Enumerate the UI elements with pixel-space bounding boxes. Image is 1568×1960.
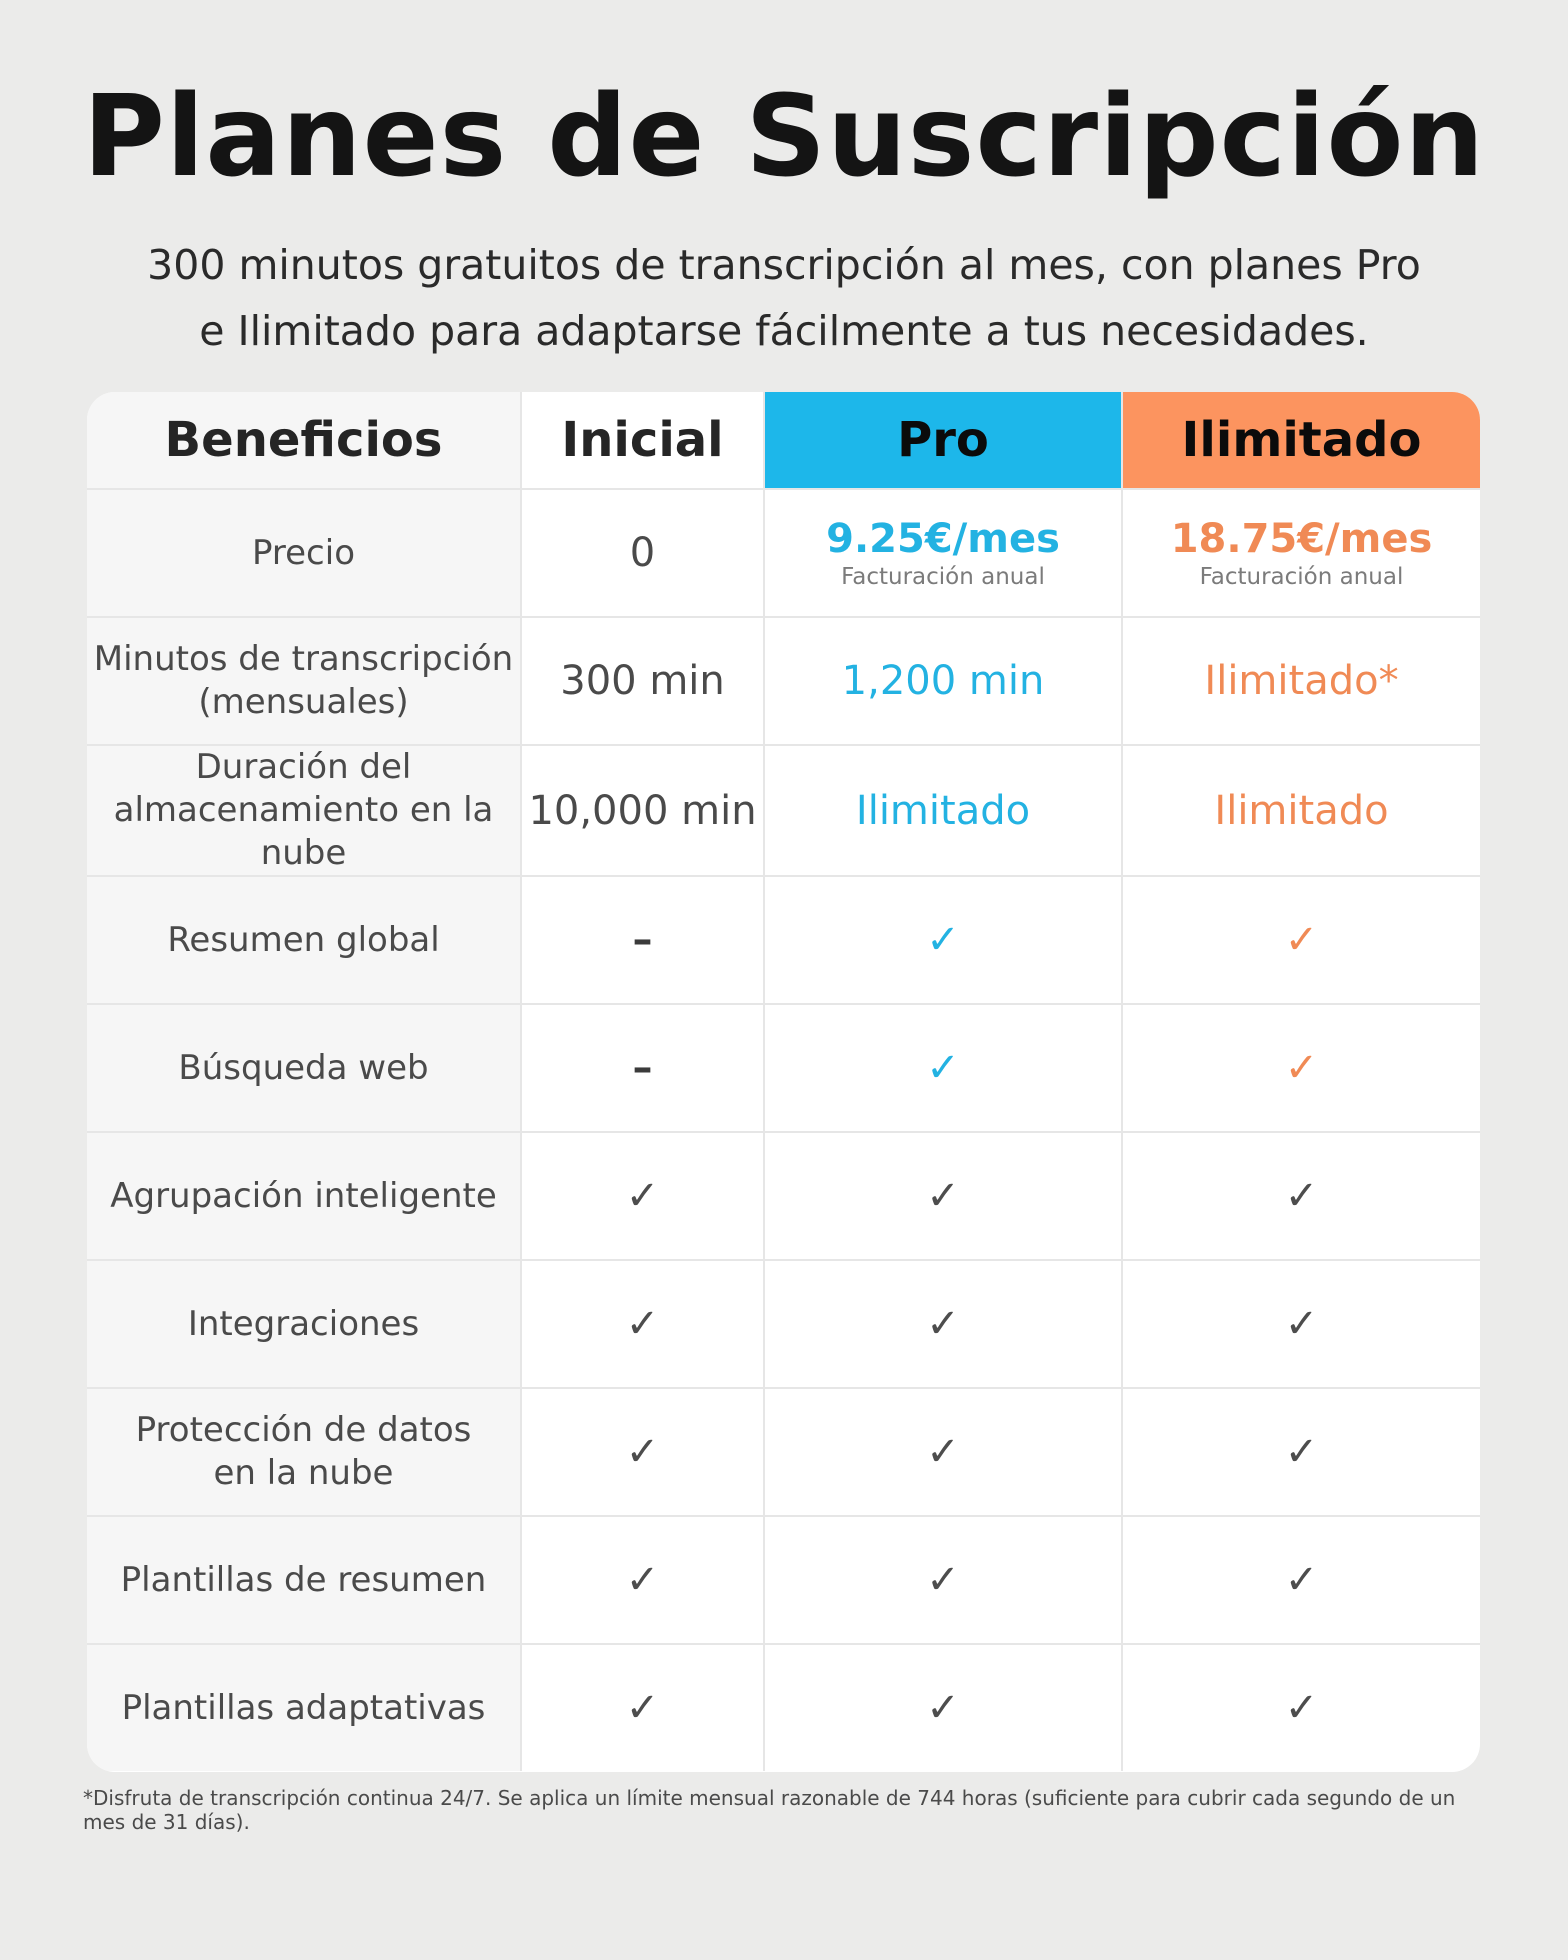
check-icon: ✓ (926, 1557, 960, 1603)
header-plan-pro: Pro (764, 392, 1122, 489)
table-row-feature (87, 1388, 1480, 1516)
header-plan-inicial: Inicial (521, 392, 764, 489)
check-icon: ✓ (625, 1173, 660, 1219)
benefit-label-line: Duración del (195, 747, 412, 787)
check-icon: ✓ (625, 1685, 660, 1731)
benefit-label-line: en la nube (213, 1453, 394, 1493)
benefit-label (87, 617, 521, 745)
benefit-label-line: (mensuales) (198, 682, 409, 722)
pro-price-value: 9.25€/mes (826, 516, 1060, 562)
subtitle-line: e Ilimitado para adaptarse fácilmente a tus necesidades. (199, 307, 1369, 355)
benefit-label: Precio (87, 489, 521, 617)
dash-icon: – (632, 1045, 653, 1091)
check-icon: ✓ (625, 1557, 660, 1603)
check-icon: ✓ (625, 1301, 660, 1347)
benefit-label (87, 1388, 521, 1516)
cell-ilimitado-storage: Ilimitado (1122, 745, 1480, 876)
check-icon: ✓ (926, 1045, 960, 1091)
pro-billing-note: Facturación anual (841, 564, 1045, 590)
check-icon: ✓ (926, 917, 960, 963)
cell-pro-minutes: 1,200 min (764, 617, 1122, 745)
pricing-table (87, 392, 1480, 1772)
check-icon: ✓ (625, 1429, 660, 1475)
ilimitado-billing-note: Facturación anual (1199, 564, 1404, 590)
footnote: *Disfruta de transcripción continua 24/7. Se aplica un límite mensual razonable de 744 horas (suficiente para cubrir cada segundo de un mes de 31 días). (83, 1786, 1456, 1834)
header-benefits: Beneficios (87, 392, 521, 489)
table-row-feature (87, 1132, 1480, 1260)
benefit-label-line: nube (260, 833, 347, 873)
cell-ilimitado-minutes: Ilimitado* (1122, 617, 1480, 745)
check-icon: ✓ (926, 1429, 960, 1475)
benefit-label-line: Minutos de transcripción (93, 639, 514, 679)
benefit-label-line: Protección de datos (135, 1410, 472, 1450)
page-subtitle (60, 232, 1508, 364)
check-icon: ✓ (1284, 1045, 1319, 1091)
table-row-price (87, 489, 1480, 617)
check-icon: ✓ (1284, 917, 1319, 963)
header-plan-ilimitado: Ilimitado (1122, 392, 1480, 489)
cell-pro-storage: Ilimitado (764, 745, 1122, 876)
cell-inicial-minutes: 300 min (521, 617, 764, 745)
table-header-row (87, 392, 1480, 489)
benefit-label: Agrupación inteligente (87, 1132, 521, 1260)
dash-icon: – (632, 917, 653, 963)
benefit-label: Resumen global (87, 876, 521, 1004)
check-icon: ✓ (926, 1685, 960, 1731)
table-row-storage (87, 745, 1480, 876)
benefit-label: Búsqueda web (87, 1004, 521, 1132)
table-row-minutes (87, 617, 1480, 745)
cell-pro-price (764, 489, 1122, 617)
benefit-label-line: almacenamiento en la (113, 790, 494, 830)
ilimitado-price-value: 18.75€/mes (1170, 516, 1433, 562)
cell-ilimitado-price (1122, 489, 1480, 617)
check-icon: ✓ (1284, 1173, 1319, 1219)
table-row-feature (87, 1644, 1480, 1771)
check-icon: ✓ (926, 1173, 960, 1219)
check-icon: ✓ (926, 1301, 960, 1347)
check-icon: ✓ (1284, 1429, 1319, 1475)
table-row-feature (87, 876, 1480, 1004)
subtitle-line: 300 minutos gratuitos de transcripción al mes, con planes Pro (147, 241, 1421, 289)
page-title: Planes de Suscripción (82, 72, 1486, 202)
benefit-label: Integraciones (87, 1260, 521, 1388)
benefit-label: Plantillas de resumen (87, 1516, 521, 1644)
check-icon: ✓ (1284, 1685, 1319, 1731)
benefit-label (87, 745, 521, 876)
table-row-feature (87, 1004, 1480, 1132)
check-icon: ✓ (1284, 1557, 1319, 1603)
benefit-label: Plantillas adaptativas (87, 1644, 521, 1771)
cell-inicial-storage: 10,000 min (521, 745, 764, 876)
table-row-feature (87, 1260, 1480, 1388)
table-row-feature (87, 1516, 1480, 1644)
check-icon: ✓ (1284, 1301, 1319, 1347)
cell-inicial-price: 0 (521, 489, 764, 617)
